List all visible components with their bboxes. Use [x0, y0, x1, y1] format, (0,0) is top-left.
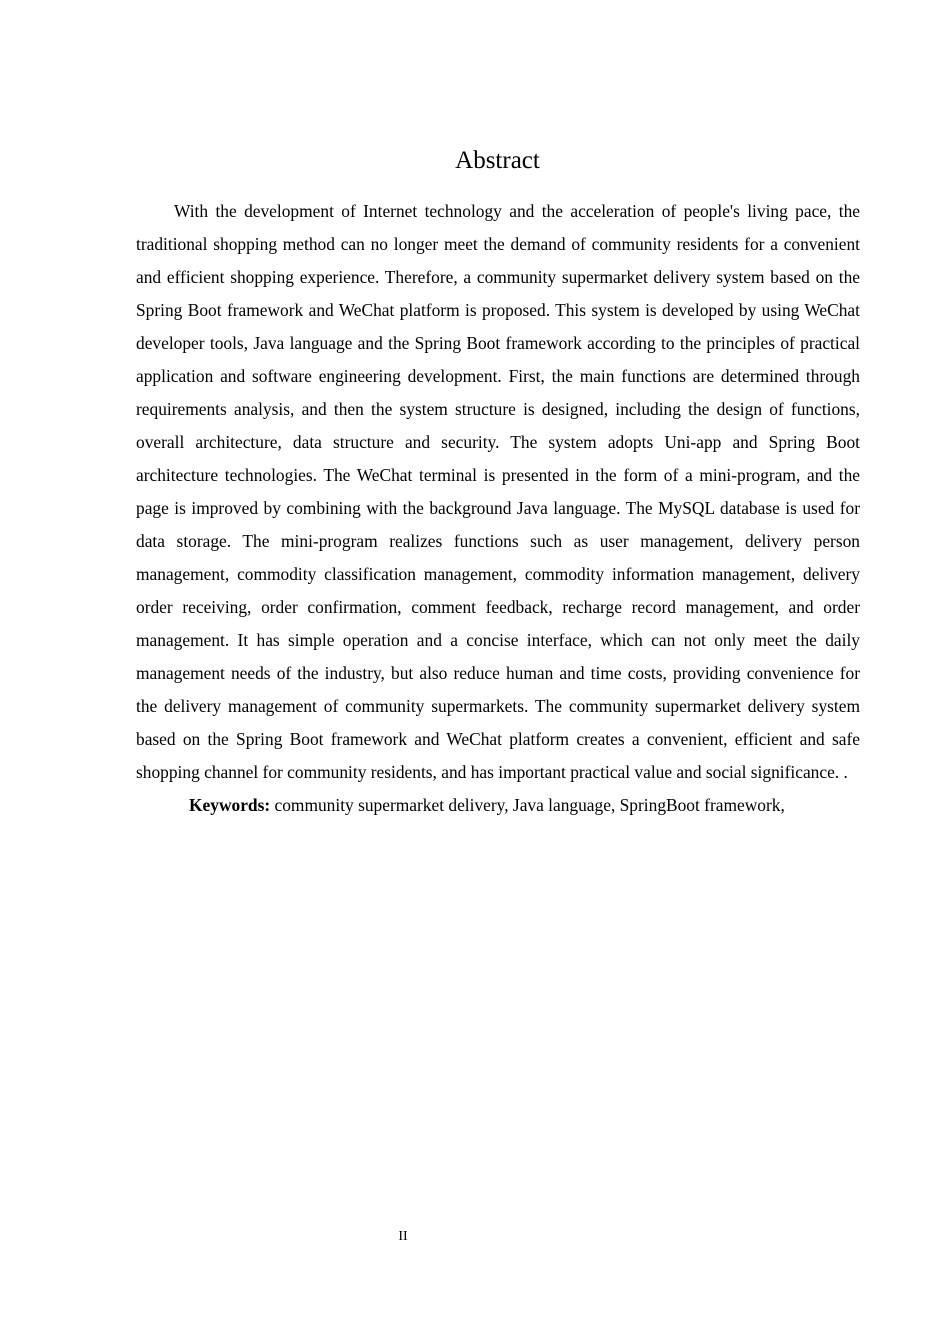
page-number: II: [398, 1229, 408, 1244]
keywords-line: [136, 789, 860, 822]
keywords-label: Keywords:: [189, 795, 271, 815]
abstract-body: [136, 195, 860, 822]
abstract-title: Abstract: [455, 147, 540, 174]
abstract-paragraph: With the development of Internet technology and the acceleration of people's living pace, the traditional shopping method can no longer meet the demand of community residents for a convenient and efficient shopping experience. Therefore, a community supermarket delivery system based on the Spring Boot framework and WeChat platform is proposed. This system is developed by using WeChat developer tools, Java language and the Spring Boot framework according to the principles of practical application and software engineering development. First, the main functions are determined through requirements analysis, and then the system structure is designed, including the design of functions, overall architecture, data structure and security. The system adopts Uni-app and Spring Boot architecture technologies. The WeChat terminal is presented in the form of a mini-program, and the page is improved by combining with the background Java language. The MySQL database is used for data storage. The mini-program realizes functions such as user management, delivery person management, commodity classification management, commodity information management, delivery order receiving, order confirmation, comment feedback, recharge record management, and order management. It has simple operation and a concise interface, which can not only meet the daily management needs of the industry, but also reduce human and time costs, providing convenience for the delivery management of community supermarkets. The community supermarket delivery system based on the Spring Boot framework and WeChat platform creates a convenient, efficient and safe shopping channel for community residents, and has important practical value and social significance. .: [136, 201, 860, 782]
keywords-text: community supermarket delivery, Java language, SpringBoot framework,: [274, 795, 785, 815]
